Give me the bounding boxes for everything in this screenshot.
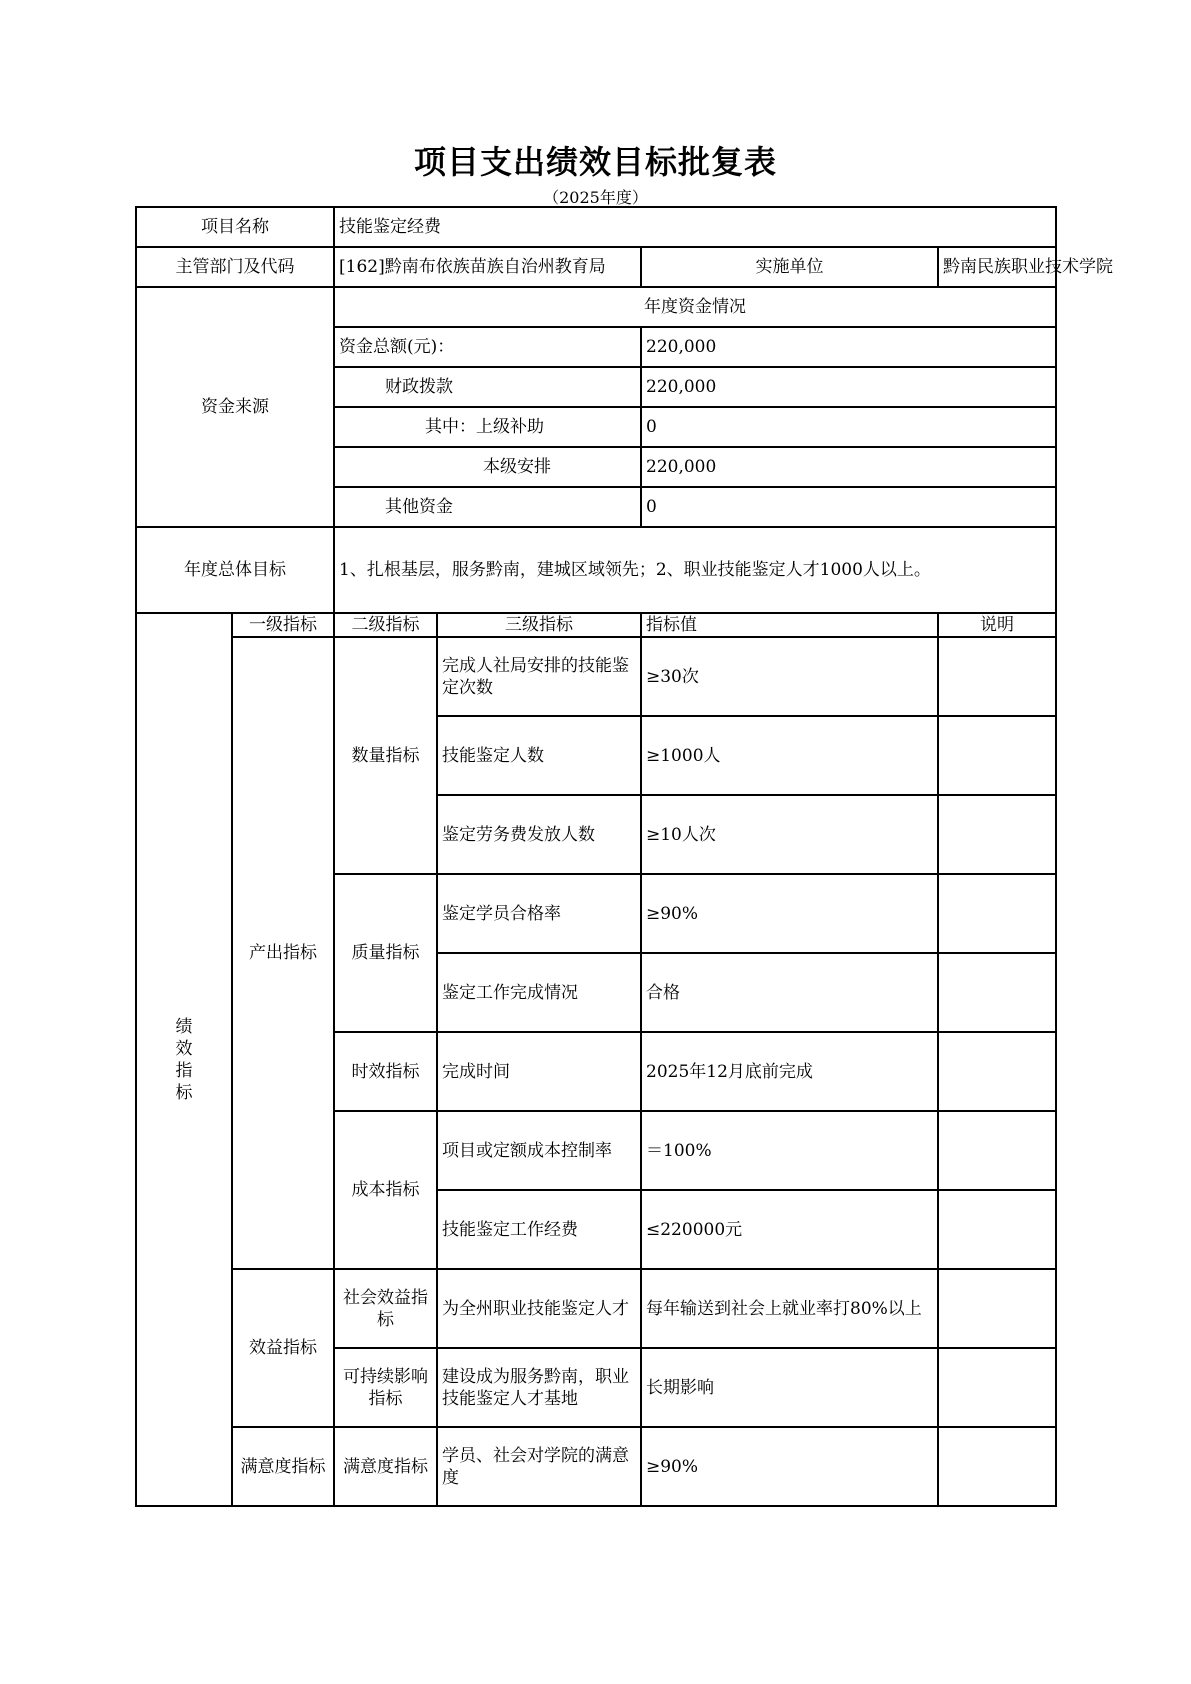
indicator-value: ≤220000元 [641,1190,938,1269]
benefit-indicator-label: 效益指标 [232,1269,334,1427]
indicator-value: ≥30次 [641,637,938,716]
project-name-row [136,207,1056,247]
approval-table [135,206,1113,1507]
funds-upper-label: 其中：上级补助 [334,407,641,447]
indicator-note [938,1269,1056,1348]
indicator-name: 鉴定学员合格率 [437,874,641,953]
indicator-value: ＝100% [641,1111,938,1190]
indicator-name: 完成人社局安排的技能鉴定次数 [437,637,641,716]
funds-total-value: 220,000 [641,327,1056,367]
indicator-note [938,795,1056,874]
indicator-note [938,716,1056,795]
indicator-value: ≥90% [641,874,938,953]
indicator-note [938,1348,1056,1427]
indicator-note [938,1190,1056,1269]
department-row [136,247,1056,287]
indicator-value: 每年输送到社会上就业率打80%以上 [641,1269,938,1348]
department-label: 主管部门及代码 [136,247,334,287]
indicator-name: 项目或定额成本控制率 [437,1111,641,1190]
implementing-unit-value: 黔南民族职业技术学院 [938,247,1056,287]
indicator-row [136,1427,1056,1506]
page-title: 项目支出绩效目标批复表 [413,143,777,181]
quantity-indicator-label: 数量指标 [334,637,437,874]
col-level1: 一级指标 [232,613,334,637]
funds-header: 年度资金情况 [334,287,1056,327]
funds-fiscal-label: 财政拨款 [334,367,641,407]
indicator-name: 学员、社会对学院的满意度 [437,1427,641,1506]
output-indicator-label: 产出指标 [232,637,334,1269]
indicator-value: ≥1000人 [641,716,938,795]
funds-section-label: 资金来源 [136,287,334,527]
project-name-label: 项目名称 [136,207,334,247]
indicator-name: 为全州职业技能鉴定人才 [437,1269,641,1348]
performance-char: 标 [175,1082,193,1103]
satisfaction-l2-label: 满意度指标 [334,1427,437,1506]
indicator-name: 鉴定劳务费发放人数 [437,795,641,874]
cost-indicator-label: 成本指标 [334,1111,437,1269]
indicator-note [938,637,1056,716]
performance-header-row [136,613,1056,637]
funds-upper-value: 0 [641,407,1056,447]
quality-indicator-label: 质量指标 [334,874,437,1032]
indicator-value: 2025年12月底前完成 [641,1032,938,1111]
col-level3: 三级指标 [437,613,641,637]
indicator-name: 技能鉴定工作经费 [437,1190,641,1269]
project-name-value: 技能鉴定经费 [334,207,1056,247]
funds-local-label: 本级安排 [334,447,641,487]
indicator-row [136,637,1056,716]
funds-other-value: 0 [641,487,1056,527]
goal-text: 1、扎根基层，服务黔南，建城区域领先；2、职业技能鉴定人才1000人以上。 [334,527,1056,613]
indicator-note [938,953,1056,1032]
performance-char: 效 [175,1038,193,1059]
page-subtitle: （2025年度） [543,188,648,207]
indicator-name: 技能鉴定人数 [437,716,641,795]
indicator-note [938,1427,1056,1506]
sustain-indicator-label: 可持续影响指标 [334,1348,437,1427]
col-level2: 二级指标 [334,613,437,637]
indicator-name: 建设成为服务黔南，职业技能鉴定人才基地 [437,1348,641,1427]
performance-section-label [136,613,232,1506]
indicator-value: 长期影响 [641,1348,938,1427]
indicator-name: 完成时间 [437,1032,641,1111]
col-note: 说明 [938,613,1056,637]
indicator-row [136,1269,1056,1348]
satisfaction-l1-label: 满意度指标 [232,1427,334,1506]
goal-row [136,527,1056,613]
time-indicator-label: 时效指标 [334,1032,437,1111]
indicator-value: ≥90% [641,1427,938,1506]
indicator-name: 鉴定工作完成情况 [437,953,641,1032]
funds-header-row [136,287,1056,327]
col-value: 指标值 [641,613,938,637]
indicator-value: ≥10人次 [641,795,938,874]
implementing-unit-label: 实施单位 [641,247,938,287]
indicator-note [938,874,1056,953]
funds-other-label: 其他资金 [334,487,641,527]
funds-local-value: 220,000 [641,447,1056,487]
performance-char: 绩 [175,1016,193,1037]
indicator-value: 合格 [641,953,938,1032]
funds-fiscal-value: 220,000 [641,367,1056,407]
goal-label: 年度总体目标 [136,527,334,613]
department-value: [162]黔南布依族苗族自治州教育局 [334,247,641,287]
indicator-note [938,1032,1056,1111]
social-indicator-label: 社会效益指标 [334,1269,437,1348]
performance-char: 指 [175,1060,193,1081]
indicator-note [938,1111,1056,1190]
funds-total-label: 资金总额(元)： [334,327,641,367]
